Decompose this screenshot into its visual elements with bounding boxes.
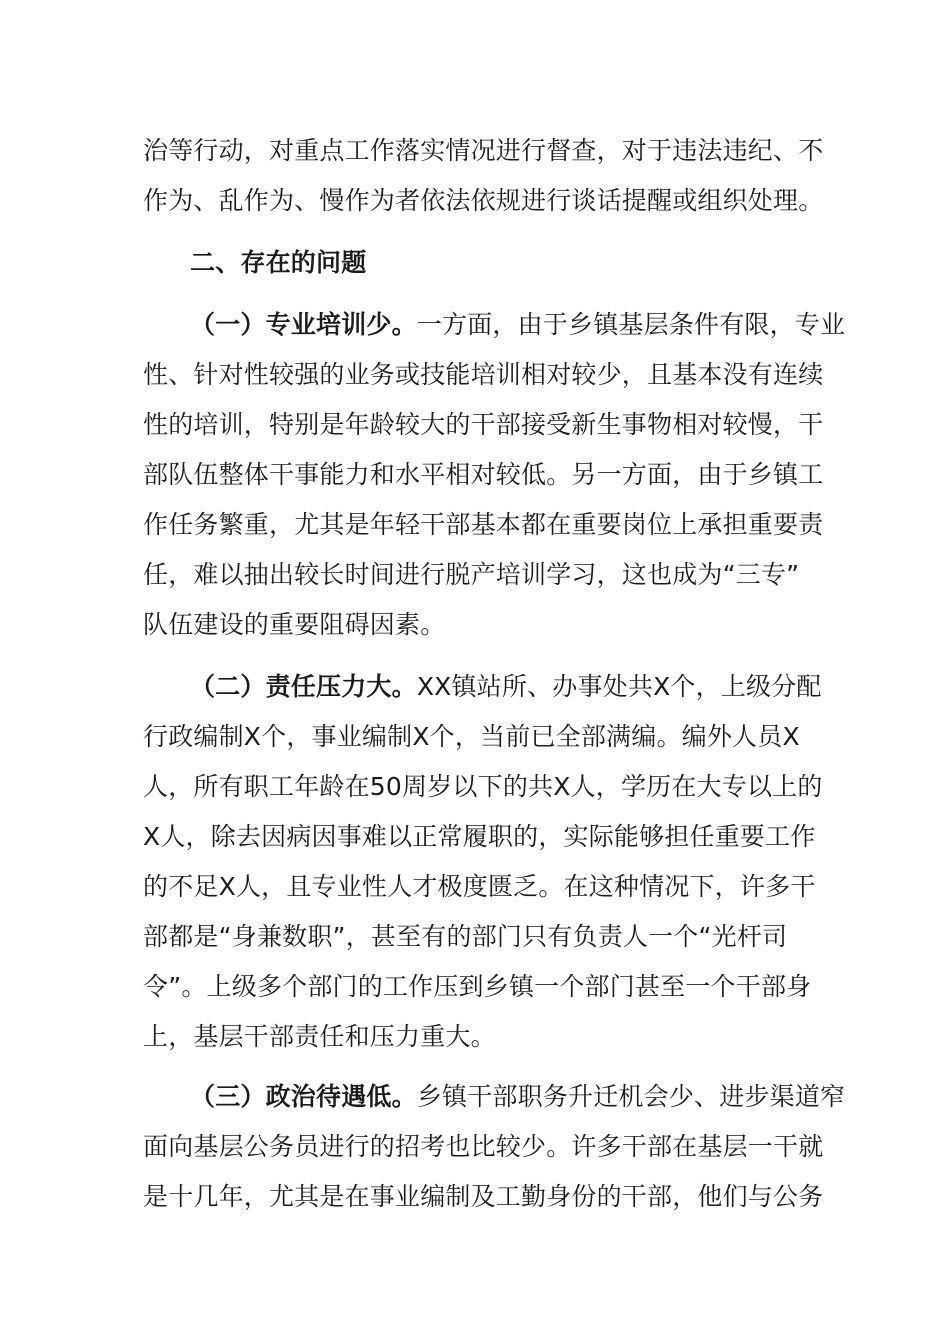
- paragraph-line: 面向基层公务员进行的招考也比较少。许多干部在基层一干就: [143, 1132, 824, 1161]
- paragraph-line: 性、针对性较强的业务或技能培训相对较少，且基本没有连续: [143, 360, 824, 389]
- paragraph-line: 性的培训，特别是年龄较大的干部接受新生事物相对较慢，干: [143, 410, 824, 439]
- paragraph-first-line: [190, 1080, 845, 1114]
- paragraph-line: 作为、乱作为、慢作为者依法依规进行谈话提醒或组织处理。: [143, 186, 824, 215]
- paragraph-line: 部队伍整体干事能力和水平相对较低。另一方面，由于乡镇工: [143, 460, 824, 489]
- subsection-heading: （二）责任压力大。: [190, 672, 417, 701]
- paragraph-line: 作任务繁重，尤其是年轻干部基本都在重要岗位上承担重要责: [143, 510, 824, 539]
- paragraph-line: 行政编制X个，事业编制X个，当前已全部满编。编外人员X: [143, 722, 800, 751]
- paragraph-line: 令”。上级多个部门的工作压到乡镇一个部门甚至一个干部身: [143, 972, 812, 1001]
- paragraph-line: 人，所有职工年龄在50周岁以下的共X人，学历在大专以上的: [143, 772, 823, 801]
- paragraph-line: 是十几年，尤其是在事业编制及工勤身份的干部，他们与公务: [143, 1182, 824, 1211]
- paragraph-text: XX镇站所、办事处共X个，上级分配: [416, 672, 822, 701]
- paragraph-first-line: [190, 670, 822, 704]
- paragraph-line: 的不足X人，且专业性人才极度匮乏。在这种情况下，许多干: [143, 872, 816, 901]
- paragraph-line: 上，基层干部责任和压力重大。: [143, 1022, 496, 1051]
- paragraph-line: 任，难以抽出较长时间进行脱产培训学习，这也成为“三专”: [143, 560, 800, 589]
- paragraph-line: 部都是“身兼数职”，甚至有的部门只有负责人一个“光杆司: [143, 922, 788, 951]
- paragraph-text: 一方面，由于乡镇基层条件有限，专业: [416, 310, 846, 339]
- paragraph-first-line: [190, 308, 845, 342]
- paragraph-line: X人，除去因病因事难以正常履职的，实际能够担任重要工作: [143, 822, 816, 851]
- subsection-heading: （三）政治待遇低。: [190, 1082, 417, 1111]
- paragraph-text: 乡镇干部职务升迁机会少、进步渠道窄: [416, 1082, 846, 1111]
- section-heading: 二、存在的问题: [190, 248, 367, 277]
- paragraph-line: 治等行动，对重点工作落实情况进行督查，对于违法违纪、不: [143, 136, 824, 165]
- subsection-heading: （一）专业培训少。: [190, 310, 417, 339]
- paragraph-line: 队伍建设的重要阻碍因素。: [143, 610, 446, 639]
